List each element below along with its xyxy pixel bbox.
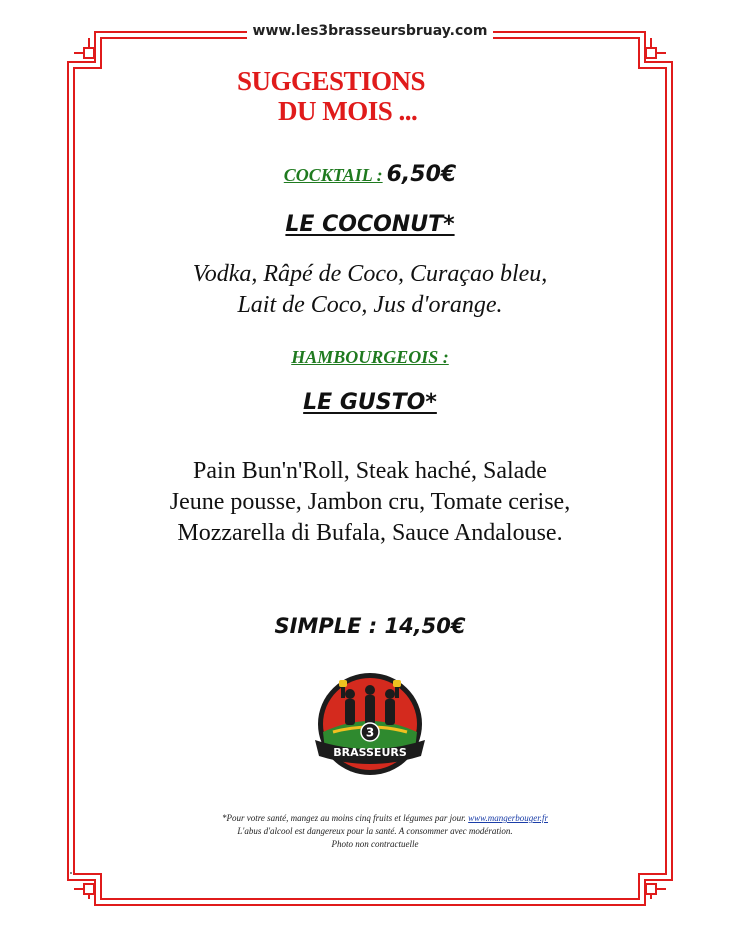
- burger-label: HAMBOURGEOIS :: [291, 347, 449, 367]
- mangerbouger-link[interactable]: www.mangerbouger.fr: [468, 813, 548, 823]
- burger-name: LE GUSTO*: [303, 390, 437, 415]
- page-title: [200, 66, 500, 126]
- website-url[interactable]: www.les3brasseursbruay.com: [0, 23, 740, 39]
- burger-ingredients-line-3: Mozzarella di Bufala, Sauce Andalouse.: [177, 520, 563, 546]
- burger-header: [0, 347, 740, 368]
- footer-alcohol-text: L'abus d'alcool est dangereux pour la santé. A consommer avec modération.: [237, 826, 513, 836]
- brasseurs-logo: [305, 670, 435, 778]
- cocktail-price: 6,50€: [386, 162, 457, 187]
- burger-ingredients: [0, 456, 740, 549]
- cocktail-header: [0, 162, 740, 187]
- burger-price: SIMPLE : 14,50€: [274, 614, 466, 638]
- logo-number: 3: [365, 725, 375, 740]
- cocktail-ingredients: [0, 259, 740, 321]
- footer-health-line: [0, 812, 740, 825]
- burger-ingredients-line-1: Pain Bun'n'Roll, Steak haché, Salade: [193, 458, 547, 484]
- burger-ingredients-line-2: Jeune pousse, Jambon cru, Tomate cerise,: [169, 489, 571, 515]
- logo-text: BRASSEURS: [333, 746, 407, 759]
- cocktail-ingredients-line-1: Vodka, Râpé de Coco, Curaçao bleu,: [192, 261, 548, 287]
- title-line-2: DU MOIS ...: [278, 96, 418, 126]
- footer-notes: [0, 812, 740, 851]
- footer-photo-text: Photo non contractuelle: [331, 839, 419, 849]
- footer-health-text: *Pour votre santé, mangez au moins cinq fruits et légumes par jour.: [222, 813, 466, 823]
- title-line-1: SUGGESTIONS: [237, 66, 426, 96]
- cocktail-label: COCKTAIL :: [283, 165, 383, 185]
- cocktail-name: LE COCONUT*: [285, 212, 455, 237]
- stray-dot: [70, 872, 72, 874]
- cocktail-ingredients-line-2: Lait de Coco, Jus d'orange.: [237, 292, 503, 318]
